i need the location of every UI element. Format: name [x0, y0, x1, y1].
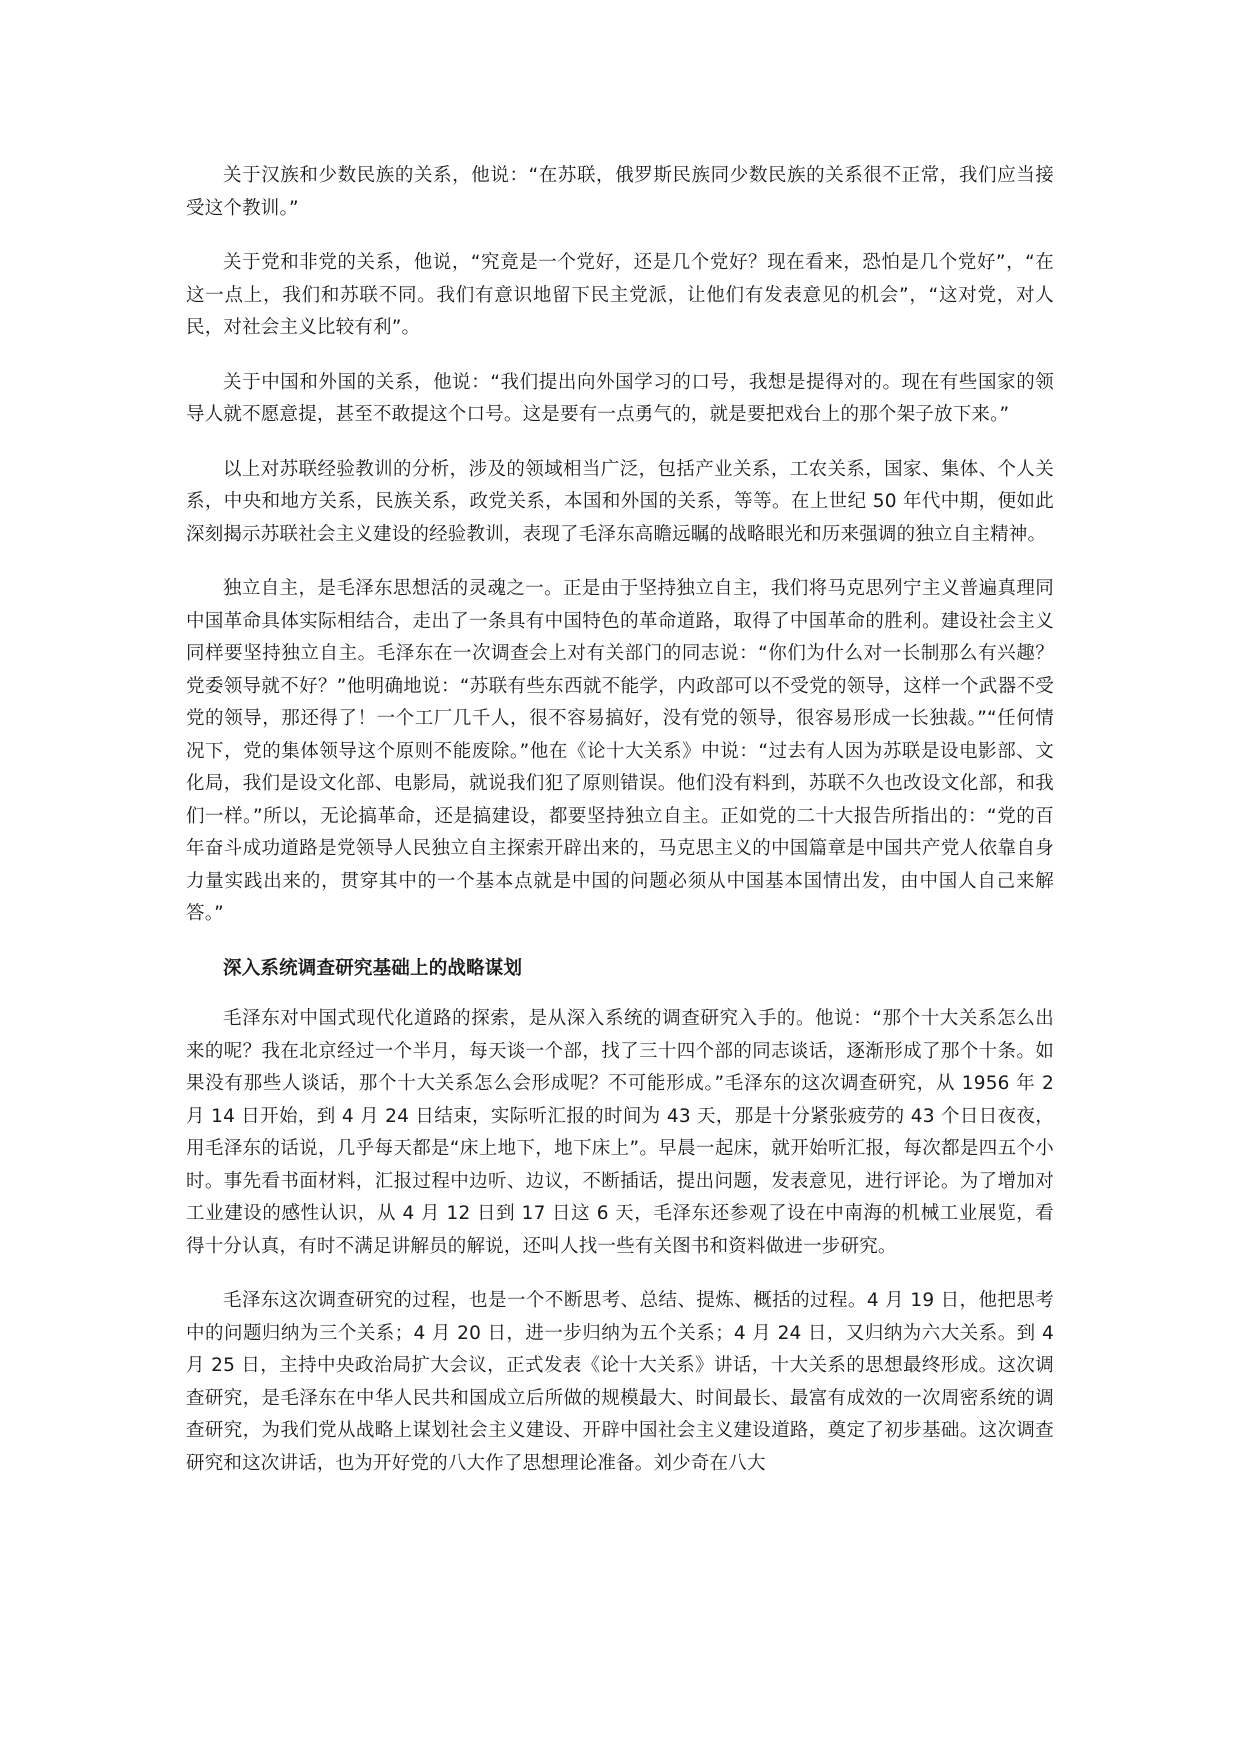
section-heading: 深入系统调查研究基础上的战略谋划 [223, 957, 523, 979]
paragraph-party-relations: 关于党和非党的关系，他说，“究竟是一个党好，还是几个党好？现在看来，恐怕是几个党好”，“在这一点上，我们和苏联不同。我们有意识地留下民主党派，让他们有发表意见的机会”，“这对党，对人民，对社会主义比较有利”。 [186, 252, 1054, 338]
paragraph-independence: 独立自主，是毛泽东思想活的灵魂之一。正是由于坚持独立自主，我们将马克思列宁主义普遍真理同中国革命具体实际相结合，走出了一条具有中国特色的革命道路，取得了中国革命的胜利。建设社会主义同样要坚持独立自主。毛泽东在一次调查会上对有关部门的同志说：“你们为什么对一长制那么有兴趣？党委领导就不好？”他明确地说：“苏联有些东西就不能学，内政部可以不受党的领导，这样一个武器不受党的领导，那还得了！一个工厂几千人，很不容易搞好，没有党的领导，很容易形成一长独裁。”“任何情况下，党的集体领导这个原则不能废除。”他在《论十大关系》中说：“过去有人因为苏联是设电影部、文化局，我们是设文化部、电影局，就说我们犯了原则错误。他们没有料到，苏联不久也改设文化部，和我们一样。”所以，无论搞革命，还是搞建设，都要坚持独立自主。正如党的二十大报告所指出的：“党的百年奋斗成功道路是党领导人民独立自主探索开辟出来的，马克思主义的中国篇章是中国共产党人依靠自身力量实践出来的，贯穿其中的一个基本点就是中国的问题必须从中国基本国情出发，由中国人自己来解答。” [186, 578, 1054, 924]
paragraph-ethnic-relations: 关于汉族和少数民族的关系，他说：“在苏联，俄罗斯民族同少数民族的关系很不正常，我们应当接受这个教训。” [186, 165, 1054, 219]
paragraph-investigation: 毛泽东对中国式现代化道路的探索，是从深入系统的调查研究入手的。他说：“那个十大关系怎么出来的呢？我在北京经过一个半月，每天谈一个部，找了三十四个部的同志谈话，逐渐形成了那个十条。如果没有那些人谈话，那个十大关系怎么会形成呢？不可能形成。”毛泽东的这次调查研究，从 1956 年 2 月 14 日开始，到 4 月 24 日结束，实际听汇报的时间为 43 天，那是十分紧张疲劳的 43 个日日夜夜，用毛泽东的话说，几乎每天都是“床上地下，地下床上”。早晨一起床，就开始听汇报，每次都是四五个小时。事先看书面材料，汇报过程中边听、边议，不断插话，提出问题，发表意见，进行评论。为了增加对工业建设的感性认识，从 4 月 12 日到 17 日这 6 天，毛泽东还参观了设在中南海的机械工业展览，看得十分认真，有时不满足讲解员的解说，还叫人找一些有关图书和资料做进一步研究。 [186, 1008, 1054, 1257]
paragraph-soviet-lessons: 以上对苏联经验教训的分析，涉及的领域相当广泛，包括产业关系，工农关系，国家、集体、个人关系，中央和地方关系，民族关系，政党关系，本国和外国的关系，等等。在上世纪 50 年代中期，便如此深刻揭示苏联社会主义建设的经验教训，表现了毛泽东高瞻远瞩的战略眼光和历来强调的独立自主精神。 [186, 458, 1054, 545]
paragraph-foreign-relations: 关于中国和外国的关系，他说：“我们提出向外国学习的口号，我想是提得对的。现在有些国家的领导人就不愿意提，甚至不敢提这个口号。这是要有一点勇气的，就是要把戏台上的那个架子放下来。” [186, 371, 1054, 425]
paragraph-investigation-process: 毛泽东这次调查研究的过程，也是一个不断思考、总结、提炼、概括的过程。4 月 19 日，他把思考中的问题归纳为三个关系；4 月 20 日，进一步归纳为五个关系；4 月 24 日，又归纳为六大关系。到 4 月 25 日，主持中央政治局扩大会议，正式发表《论十大关系》讲话，十大关系的思想最终形成。这次调查研究，是毛泽东在中华人民共和国成立后所做的规模最大、时间最长、最富有成效的一次周密系统的调查研究，为我们党从战略上谋划社会主义建设、开辟中国社会主义建设道路，奠定了初步基础。这次调查研究和这次讲话，也为开好党的八大作了思想理论准备。刘少奇在八大 [186, 1290, 1054, 1474]
document-page [186, 160, 1054, 1502]
